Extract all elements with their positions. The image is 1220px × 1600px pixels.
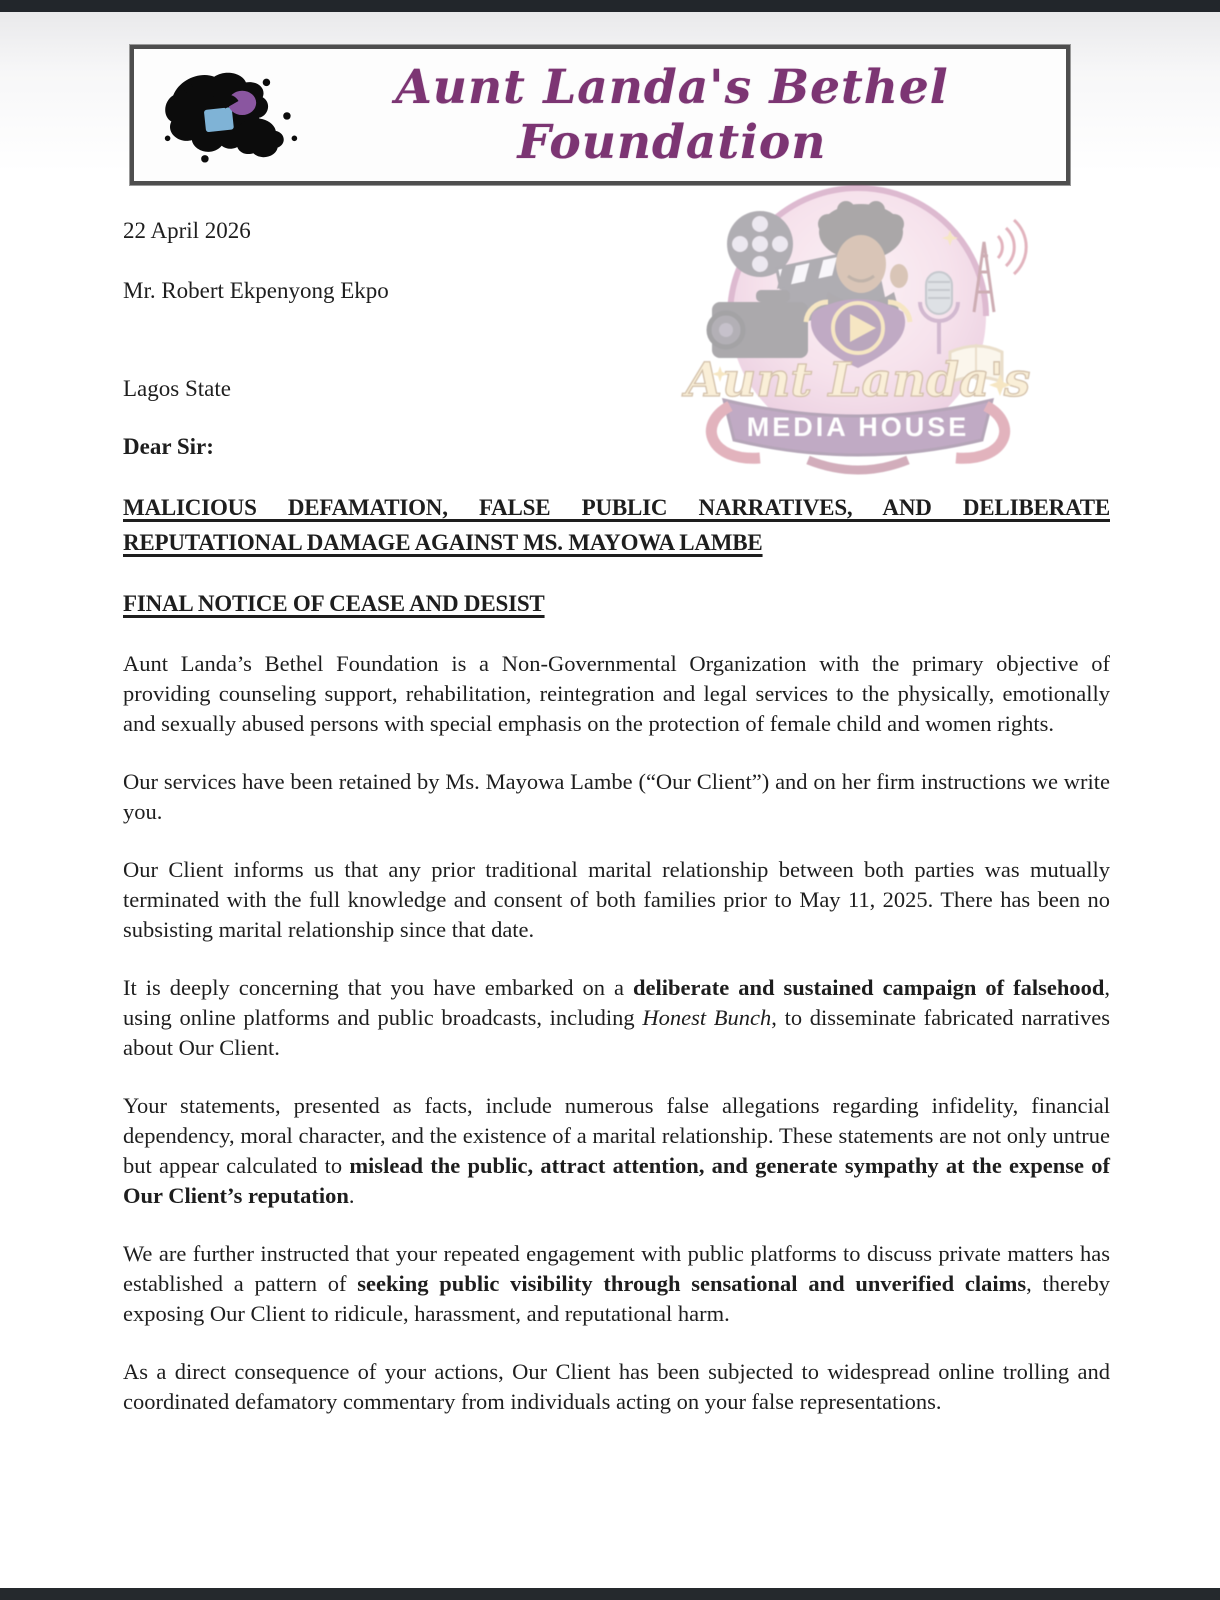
recipient-name: Mr. Robert Ekpenyong Ekpo: [123, 278, 389, 303]
letterhead-box: [130, 45, 1070, 185]
letter-page: [0, 12, 1220, 1588]
paragraph-marital-status: Our Client informs us that any prior traditional marital relationship between both parties was mutually terminated with the full knowledge and consent of both families prior to May 11, 2025. There has been no subsisting marital relationship since that date.: [123, 857, 1110, 942]
salutation: Dear Sir:: [123, 434, 214, 459]
paragraph-foundation-intro: Aunt Landa’s Bethel Foundation is a Non-Governmental Organization with the primary objective of providing counseling support, rehabilitation, reintegration and legal services to the physically, emotionally and sexually abused persons with special emphasis on the protection of female child and women rights.: [123, 651, 1110, 736]
notice-heading: FINAL NOTICE OF CEASE AND DESIST: [123, 591, 545, 616]
letter-body: [123, 177, 1110, 1417]
subject-heading: MALICIOUS DEFAMATION, FALSE PUBLIC NARRATIVES, AND DELIBERATE REPUTATIONAL DAMAGE AGAINST MS. MAYOWA LAMBE: [123, 495, 1110, 555]
foundation-name: Aunt Landa's Bethel Foundation: [395, 60, 949, 170]
paragraph-false-statements: Your statements, presented as facts, include numerous false allegations regarding infidelity, financial dependency, moral character, and the existence of a marital relationship. These statements are not only untrue but appear calculated to mislead the public, attract attention, and generate sympathy at the expense of Our Client’s reputation.: [123, 1093, 1110, 1208]
screenshot-bottom-bar: [0, 1588, 1220, 1600]
paragraph-retainer: Our services have been retained by Ms. Mayowa Lambe (“Our Client”) and on her firm instructions we write you.: [123, 769, 1110, 824]
paragraph-campaign-of-falsehood: It is deeply concerning that you have embarked on a deliberate and sustained campaign of falsehood, using online platforms and public broadcasts, including Honest Bunch, to disseminate fabricated narratives about Our Client.: [123, 975, 1110, 1060]
screenshot-top-bar: [0, 0, 1220, 12]
world-map-logo: [156, 60, 306, 170]
watermark-script-text: Aunt Landa's: [685, 353, 1031, 408]
watermark-banner-text: MEDIA HOUSE: [746, 412, 970, 442]
recipient-location: Lagos State: [123, 376, 231, 401]
paragraph-public-visibility: We are further instructed that your repeated engagement with public platforms to discuss private matters has established a pattern of seeking public visibility through sensational and unverified claims, thereby exposing Our Client to ridicule, harassment, and reputational harm.: [123, 1241, 1110, 1326]
letter-date: 22 April 2026: [123, 218, 251, 243]
paragraph-consequences: As a direct consequence of your actions, Our Client has been subjected to widespread online trolling and coordinated defamatory commentary from individuals acting on your false representations.: [123, 1359, 1110, 1414]
